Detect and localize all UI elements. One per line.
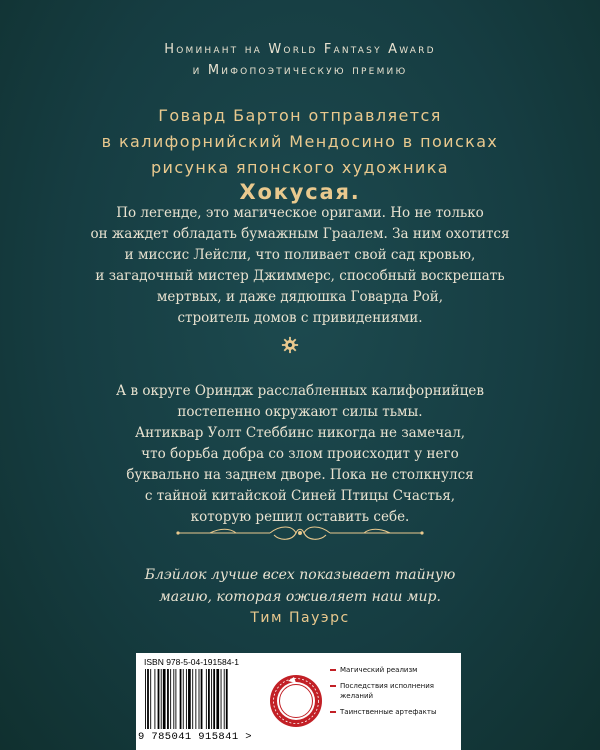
barcode-bar (158, 669, 160, 729)
barcode-bar (170, 669, 171, 729)
headline-line-2: в калифорнийский Мендосино в поисках (101, 132, 499, 151)
barcode-bar (208, 669, 210, 729)
synopsis-paragraph-1 (0, 203, 600, 329)
genre-tag: Таинственные артефакты (330, 707, 460, 717)
paragraph-line: строитель домов с привидениями. (177, 310, 423, 326)
paragraph-line: А в округе Ориндж расслабленных калифорнийцев (115, 383, 485, 399)
barcode-panel (136, 653, 461, 750)
barcode-bar (221, 669, 222, 729)
isbn-label: ISBN 978-5-04-191584-1 (144, 657, 239, 667)
barcode-bar (192, 669, 193, 729)
barcode-bar (180, 669, 182, 729)
paragraph-line: и миссис Лейсли, что поливает свой сад кровью, (124, 247, 476, 263)
barcode-bar (150, 669, 151, 729)
barcode-bar (195, 669, 196, 729)
paragraph-line: и загадочный мистер Джиммерс, способный воскрешать (95, 268, 505, 284)
barcode-bar (211, 669, 212, 729)
paragraph-line: он жаждет обладать бумажным Граалем. За ним охотится (90, 226, 510, 242)
flourish-divider-icon (170, 522, 430, 544)
barcode-bar (175, 669, 176, 729)
quote-line-2: магию, которая оживляет наш мир. (159, 589, 441, 605)
headline-line-4: Хокусая. (239, 180, 361, 204)
headline-line-3: рисунка японского художника (150, 158, 450, 177)
barcode-bar (206, 669, 207, 729)
quote-line-1: Блэйлок лучше всех показывает тайную (144, 567, 456, 583)
barcode-bar (154, 669, 155, 729)
genre-tag: Магический реализм (330, 665, 460, 675)
barcode-bar (173, 669, 174, 729)
barcode-bar (163, 669, 166, 729)
headline-line-1: Говард Бартон отправляется (158, 106, 442, 125)
ouroboros-emblem-icon (266, 671, 326, 731)
paragraph-line: мертвых, и даже дядюшка Говарда Рой, (156, 289, 444, 305)
quote-author: Тим Пауэрс (250, 610, 350, 626)
barcode-bar (224, 669, 225, 729)
barcode-bar (161, 669, 162, 729)
barcode-bar (147, 669, 149, 729)
barcode-bar (188, 669, 191, 729)
barcode-bar (199, 669, 200, 729)
paragraph-line: с тайной китайской Синей Птицы Счастья, (144, 488, 456, 504)
award-nominee-line-1: Номинант на World Fantasy Award (164, 42, 436, 57)
gear-ornament-icon (281, 336, 299, 354)
barcode-image (144, 669, 254, 729)
synopsis-paragraph-2 (0, 381, 600, 528)
barcode-bar (213, 669, 215, 729)
paragraph-line: По легенде, это магическое оригами. Но не только (116, 205, 484, 221)
award-nominee-line-2: и Мифопоэтическую премию (192, 63, 408, 78)
barcode-bar (186, 669, 187, 729)
barcode-bar (226, 669, 228, 729)
barcode-bar (216, 669, 219, 729)
paragraph-line: буквально на заднем дворе. Пока не столкнулся (126, 467, 474, 483)
barcode-bar (201, 669, 203, 729)
paragraph-line: постепенно окружают силы тьмы. (177, 404, 423, 420)
barcode-digits: 9 785041 915841 > (138, 731, 252, 743)
paragraph-line: Антиквар Уолт Стеббинс никогда не замечал, (134, 425, 466, 441)
paragraph-line: что борьба добра со злом происходит у него (141, 446, 459, 462)
barcode-bar (183, 669, 184, 729)
barcode-bar (167, 669, 169, 729)
paragraph-line: которую решил оставить себе. (190, 509, 410, 525)
barcode-bar (145, 669, 146, 729)
genre-tag: Последствия исполнения желаний (330, 681, 460, 701)
genre-tags (330, 665, 460, 723)
